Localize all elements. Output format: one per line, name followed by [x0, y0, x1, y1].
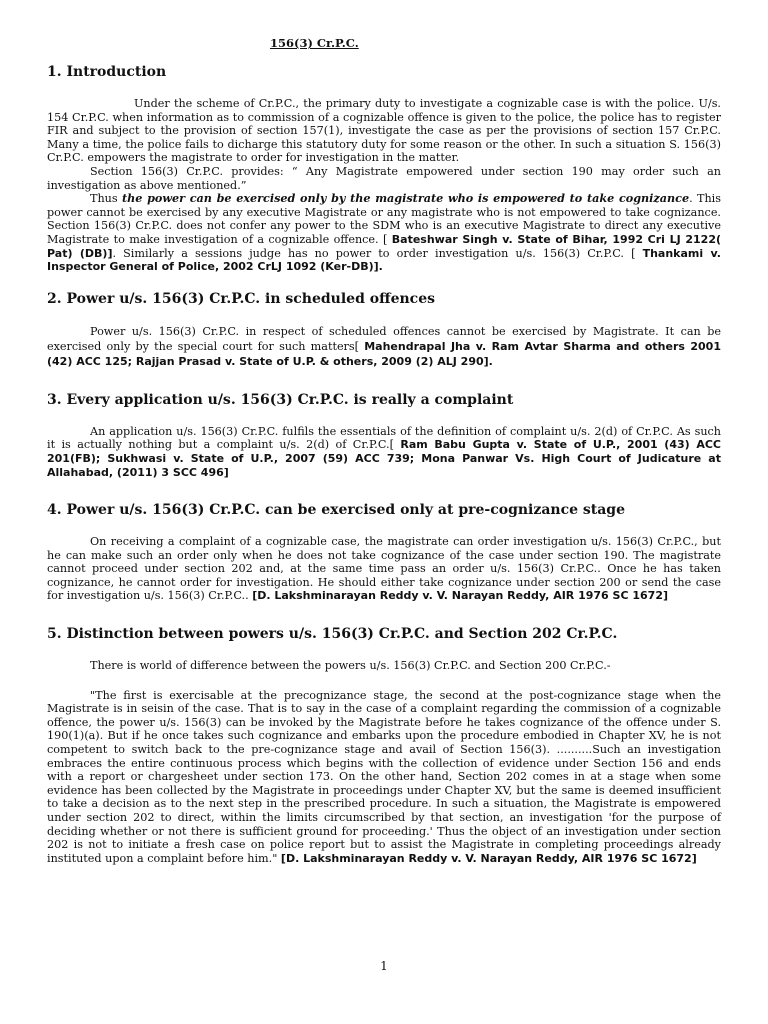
- section-5-heading: 5. Distinction between powers u/s. 156(3) Cr.P.C. and Section 202 Cr.P.C.: [47, 626, 618, 643]
- section-1-paragraph-3: [47, 192, 721, 274]
- document-body: [47, 36, 721, 865]
- text-run: Thus: [90, 192, 122, 206]
- document-title: 156(3) Cr.P.C.: [270, 36, 359, 50]
- case-citation: Bateshwar Singh v. State of Bihar, 1992 Cri LJ 2122( Pat) (DB)]: [47, 232, 722, 260]
- section-5-paragraph-1: There is world of difference between the powers u/s. 156(3) Cr.P.C. and Section 200 Cr.P.C.-: [90, 659, 611, 673]
- section-4-heading: 4. Power u/s. 156(3) Cr.P.C. can be exercised only at pre-cognizance stage: [47, 502, 625, 519]
- section-4-paragraph-1: [47, 535, 721, 603]
- section-2-paragraph-1: [47, 324, 721, 369]
- section-3-heading: 3. Every application u/s. 156(3) Cr.P.C. is really a complaint: [47, 391, 514, 408]
- case-citation: [D. Lakshminarayan Reddy v. V. Narayan Reddy, AIR 1976 SC 1672]: [280, 851, 697, 865]
- section-5-quote: [47, 689, 721, 866]
- text-run: On receiving a complaint of a cognizable case, the magistrate can order investigation u/s. 156(3) Cr.P.C., but he can make such an order only when he does not take cognizance of the case under section 190. The magistrate cannot proceed under section 202 and, at the same time pass an order u/s. 156(3) Cr.P.C.. Once he has taken cognizance, he cannot order for investigation. He should either take cognizance under section 200 or send the case for investigation u/s. 156(3) Cr.P.C..: [47, 535, 721, 603]
- emphasis-text: the power can be exercised only by the magistrate who is empowered to take cognizance: [121, 191, 690, 206]
- text-run: . Similarly a sessions judge has no power to order investigation u/s. 156(3) Cr.P.C. [: [112, 246, 643, 260]
- text-run: Power u/s. 156(3) Cr.P.C. in respect of scheduled offences cannot be exercised by Magistrate. It can be exercised only by the special court for such matters[: [47, 324, 721, 353]
- section-2-heading: 2. Power u/s. 156(3) Cr.P.C. in scheduled offences: [47, 290, 435, 307]
- case-citation: Mahendrapal Jha v. Ram Avtar Sharma and others 2001 (42) ACC 125; Rajjan Prasad v. State of U.P. & others, 2009 (2) ALJ 290].: [47, 339, 721, 368]
- text-run: An application u/s. 156(3) Cr.P.C. fulfils the essentials of the definition of complaint u/s. 2(d) of Cr.P.C. As such it is actually nothing but a complaint u/s. 2(d) of Cr.P.C.[: [47, 424, 721, 452]
- text-run: "The first is exercisable at the precognizance stage, the second at the post-cognizance stage when the Magistrate is in seisin of the case. That is to say in the case of a complaint regarding the commission of a cognizable offence, the power u/s. 156(3) can be invoked by the Magistrate before he takes cognizance of the offence under S. 190(1)(a). But if he once takes such cognizance and embarks upon the procedure embodied in Chapter XV, he is not competent to switch back to the pre-cognizance stage and avail of Section 156(3). ..........Such an investigation embraces the entire continuous process which begins with the collection of evidence under Section 156 and ends with a report or chargesheet under section 173. On the other hand, Section 202 comes in at a stage when some evidence has been collected by the Magistrate in proceedings under Chapter XV, but the same is deemed insufficient to take a decision as to the next step in the prescribed procedure. In such a situation, the Magistrate is empowered under section 202 to direct, within the limits circumscribed by that section, an investigation 'for the purpose of deciding whether or not there is sufficient ground for proceeding.' Thus the object of an investigation under section 202 is not to initiate a fresh case on police report but to assist the Magistrate in completing proceedings already instituted upon a complaint before him.": [47, 688, 721, 865]
- page-number: 1: [380, 959, 388, 973]
- case-citation: Ram Babu Gupta v. State of U.P., 2001 (43) ACC 201(FB); Sukhwasi v. State of U.P., 2007 (59) ACC 739; Mona Panwar Vs. High Court of Judicature at Allahabad, (2011) 3 SCC 496]: [47, 438, 721, 479]
- section-1-heading: 1. Introduction: [47, 64, 167, 80]
- text-run: . This power cannot be exercised by any executive Magistrate or any magistrate who is not empowered to take cognizance. Section 156(3) Cr.P.C. does not confer any power to the SDM who is an executive Magistrate to direct any executive Magistrate to make investigation of a cognizable offence. [: [47, 192, 721, 246]
- section-1-paragraph-2: Section 156(3) Cr.P.C. provides: “ Any Magistrate empowered under section 190 may order such an investigation as above mentioned.”: [47, 164, 721, 192]
- section-3-paragraph-1: [47, 425, 721, 479]
- case-citation: Thankami v. Inspector General of Police, 2002 CrLJ 1092 (Ker-DB)].: [47, 246, 721, 274]
- case-citation: [D. Lakshminarayan Reddy v. V. Narayan Reddy, AIR 1976 SC 1672]: [252, 589, 669, 603]
- section-1-paragraph-1: Under the scheme of Cr.P.C., the primary duty to investigate a cognizable case is with the police. U/s. 154 Cr.P.C. when information as to commission of a cognizable offence is given to the police, the police has to register FIR and subject to the provision of section 157(1), investigate the case as per the provisions of section 157 Cr.P.C. Many a time, the police fails to dicharge this statutory duty for some reason or the other. In such a situation S. 156(3) Cr.P.C. empowers the magistrate to order for investigation in the matter.: [47, 97, 721, 165]
